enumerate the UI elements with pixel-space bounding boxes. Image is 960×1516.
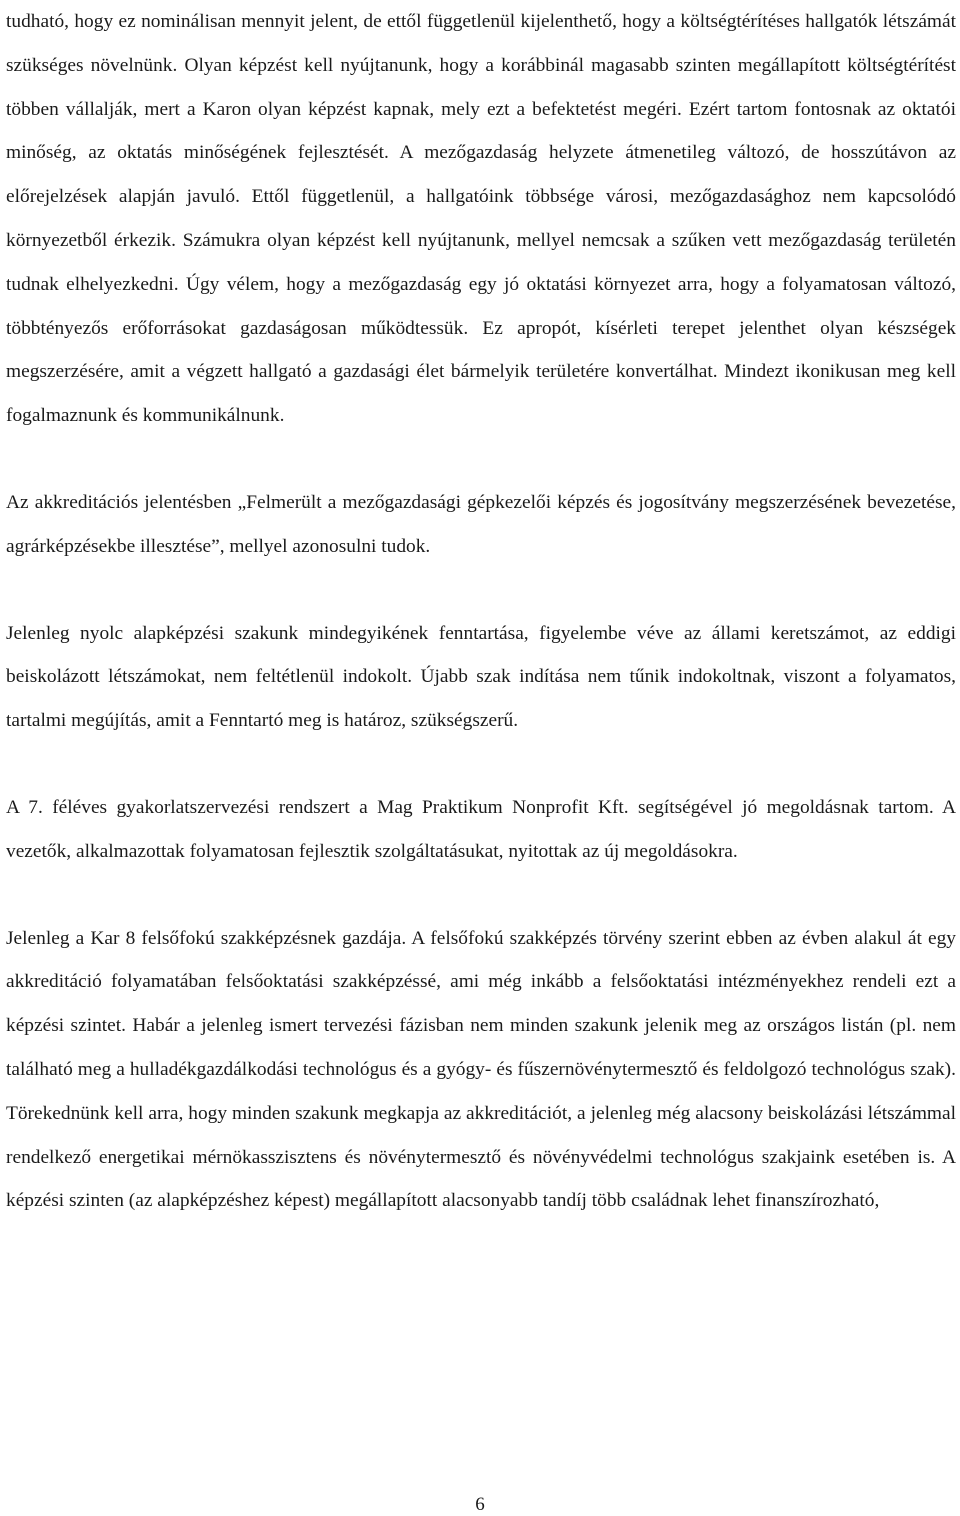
paragraph-vocational-training: Jelenleg a Kar 8 felsőfokú szakképzésnek gazdája. A felsőfokú szakképzés törvény szerint ebben az évben alakul át egy akkreditáció folyamatában felsőoktatási szakképzéssé, ami még inkább a felsőoktatási intézményekhez rendeli ezt a képzési szintet. Habár a jelenleg ismert tervezési fázisban nem minden szakunk jelenik meg az országos listán (pl. nem található meg a hulladékgazdálkodási technológus és a gyógy- és fűszernövénytermesztő és feldolgozó technológus szak). Törekednünk kell arra, hogy minden szakunk megkapja az akkreditációt, a jelenleg még alacsony beiskolázási létszámmal rendelkező energetikai mérnökasszisztens és növénytermesztő és növényvédelmi technológus szakjaink esetében is. A képzési szinten (az alapképzéshez képest) megállapított alacsonyabb tandíj több családnak lehet finanszírozható, bbox=[6, 927, 956, 1212]
page-number: 6 bbox=[475, 1494, 485, 1515]
paragraph-accreditation-report: Az akkreditációs jelentésben „Felmerült a mezőgazdasági gépkezelői képzés és jogosítvány megszerzésének bevezetése, agrárképzésekbe illesztése”, mellyel azonosulni tudok. bbox=[6, 491, 956, 557]
document-page bbox=[6, 0, 956, 1223]
paragraph-spacer bbox=[6, 438, 956, 481]
paragraph-spacer bbox=[6, 743, 956, 786]
paragraph-spacer bbox=[6, 874, 956, 917]
paragraph-bachelor-programs: Jelenleg nyolc alapképzési szakunk mindegyikének fenntartása, figyelembe véve az állami keretszámot, az eddigi beiskolázott létszámokat, nem feltétlenül indokolt. Újabb szak indítása nem tűnik indokoltnak, viszont a folyamatos, tartalmi megújítás, amit a Fenntartó meg is határoz, szükségszerű. bbox=[6, 622, 956, 732]
paragraph-spacer bbox=[6, 569, 956, 612]
paragraph-internship-system: A 7. féléves gyakorlatszervezési rendszert a Mag Praktikum Nonprofit Kft. segítségével jó megoldásnak tartom. A vezetők, alkalmazottak folyamatosan fejlesztik szolgáltatásukat, nyitottak az új megoldásokra. bbox=[6, 796, 956, 862]
paragraph-tuition-quality: tudható, hogy ez nominálisan mennyit jelent, de ettől függetlenül kijelenthető, hogy a költségtérítéses hallgatók létszámát szükséges növelnünk. Olyan képzést kell nyújtanunk, hogy a korábbinál magasabb szinten megállapított költségtérítést többen vállalják, mert a Karon olyan képzést kapnak, mely ezt a befektetést megéri. Ezért tartom fontosnak az oktatói minőség, az oktatás minőségének fejlesztését. A mezőgazdaság helyzete átmenetileg változó, de hosszútávon az előrejelzések alapján javuló. Ettől függetlenül, a hallgatóink többsége városi, mezőgazdasághoz nem kapcsolódó környezetből érkezik. Számukra olyan képzést kell nyújtanunk, mellyel nemcsak a szűken vett mezőgazdaság területén tudnak elhelyezkedni. Úgy vélem, hogy a mezőgazdaság egy jó oktatási környezet arra, hogy a folyamatosan változó, többtényezős erőforrásokat gazdaságosan működtessük. Ez apropót, kísérleti terepet jelenthet olyan készségek megszerzésére, amit a végzett hallgató a gazdasági élet bármelyik területére konvertálhat. Mindezt ikonikusan meg kell fogalmaznunk és kommunikálnunk. bbox=[6, 11, 956, 427]
